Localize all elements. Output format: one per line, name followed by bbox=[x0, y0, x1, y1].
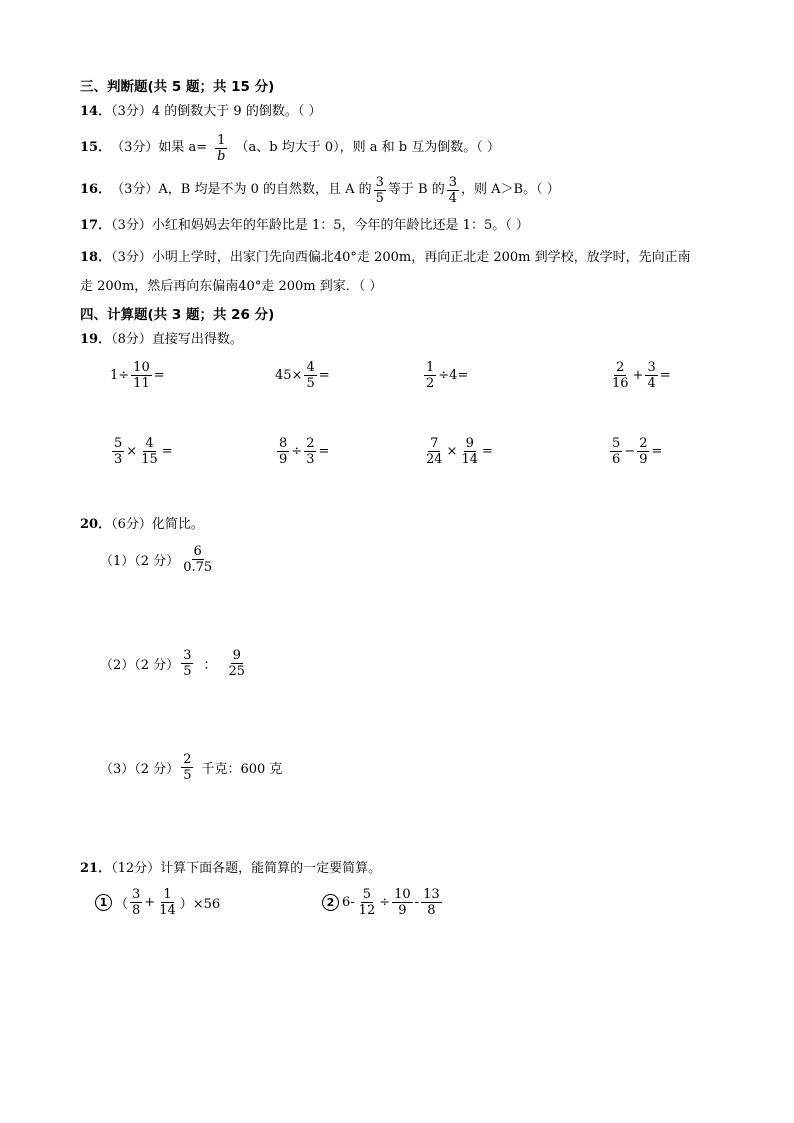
question-score: （6分） bbox=[111, 517, 152, 532]
question-number: 14． bbox=[80, 104, 112, 119]
question-text-post: （a、b 均大于 0），则 a 和 b 互为倒数。（ ） bbox=[235, 140, 500, 155]
question-17 bbox=[80, 217, 529, 235]
question-number: 20． bbox=[80, 517, 112, 532]
question-text-pre: A，B 均是不为 0 的自然数，且 A 的 bbox=[158, 182, 372, 197]
fraction: $\frac{3}{5}$ bbox=[375, 174, 384, 206]
question-number: 19． bbox=[80, 332, 112, 347]
circled-number-1: 1 bbox=[95, 894, 112, 911]
question-score: （3分） bbox=[111, 104, 152, 119]
expression-1: 1÷ $\frac{10}{11}$ = bbox=[110, 360, 165, 391]
question-score: （3分） bbox=[111, 140, 159, 155]
question-text: 化简比。 bbox=[151, 517, 204, 532]
expression-5: $\frac{5}{3}$ × $\frac{4}{15}$ = bbox=[114, 436, 173, 467]
question-number: 15． bbox=[80, 140, 112, 155]
question-text-post: ，则 A＞B。（ ） bbox=[461, 182, 560, 197]
question-20-part-2: （2）（2 分） $\frac{3}{5}$ ： $\frac{9}{25}$ bbox=[100, 648, 246, 679]
question-score: （3分） bbox=[111, 182, 159, 197]
question-number: 18． bbox=[80, 250, 112, 265]
expression-3: $\frac{1}{2}$ ÷4= bbox=[426, 360, 469, 391]
question-21-part-2: 2 6- $\frac{5}{12}$ ÷ $\frac{10}{9}$ - $\frac{13}{8}$ bbox=[322, 887, 444, 918]
question-score: （3分） bbox=[111, 218, 152, 233]
question-text: 4 的倒数大于 9 的倒数。（ ） bbox=[151, 104, 322, 119]
fraction: $\frac{1}{b}$ bbox=[217, 132, 226, 164]
question-15 bbox=[80, 130, 500, 166]
question-number: 21． bbox=[80, 861, 112, 876]
question-18-line2: 走 200m，然后再向东偏南40°走 200m 到家．（ ） bbox=[80, 279, 383, 294]
expression-7: $\frac{7}{24}$ × $\frac{9}{14}$ = bbox=[426, 436, 493, 467]
question-text: 计算下面各题，能简算的一定要简算。 bbox=[160, 861, 382, 876]
question-number: 16． bbox=[80, 182, 112, 197]
question-20 bbox=[80, 516, 204, 534]
question-text: 直接写出得数。 bbox=[151, 332, 243, 347]
question-18 bbox=[80, 249, 691, 267]
question-number: 17． bbox=[80, 218, 112, 233]
question-21-part-1: 1 （ $\frac{3}{8}$ + $\frac{1}{14}$ ）×56 bbox=[95, 887, 220, 918]
question-16 bbox=[80, 172, 560, 208]
question-text-pre: 如果 a= bbox=[158, 140, 208, 155]
question-20-part-3: （3）（2 分） $\frac{2}{5}$ 千克：600 克 bbox=[100, 752, 283, 783]
expression-6: $\frac{8}{9}$ ÷ $\frac{2}{3}$ = bbox=[279, 436, 330, 467]
question-text-line1: 小明上学时，出家门先向西偏北40°走 200m，再向正北走 200m 到学校，放学时，先向正南 bbox=[151, 250, 691, 265]
question-score: （8分） bbox=[111, 332, 152, 347]
expression-4: $\frac{2}{16}$ + $\frac{3}{4}$ = bbox=[612, 360, 671, 391]
section-3-title: 三、判断题(共 5 题；共 15 分) bbox=[80, 79, 275, 95]
question-text: 小红和妈妈去年的年龄比是 1：5，今年的年龄比还是 1：5。（ ） bbox=[151, 218, 529, 233]
question-score: （12分） bbox=[111, 861, 161, 876]
section-4-title: 四、计算题(共 3 题；共 26 分) bbox=[80, 307, 275, 323]
question-19 bbox=[80, 331, 243, 349]
question-21 bbox=[80, 860, 381, 878]
circled-number-2: 2 bbox=[322, 894, 339, 911]
expression-8: $\frac{5}{6}$ − $\frac{2}{9}$ = bbox=[612, 436, 663, 467]
question-14 bbox=[80, 103, 321, 121]
expression-2: 45× $\frac{4}{5}$ = bbox=[275, 360, 330, 391]
question-score: （3分） bbox=[111, 250, 152, 265]
question-text-mid: 等于 B 的 bbox=[387, 182, 445, 197]
fraction: $\frac{3}{4}$ bbox=[448, 174, 458, 206]
question-20-part-1: （1）（2 分） $\frac{6}{0.75}$ bbox=[100, 544, 213, 575]
